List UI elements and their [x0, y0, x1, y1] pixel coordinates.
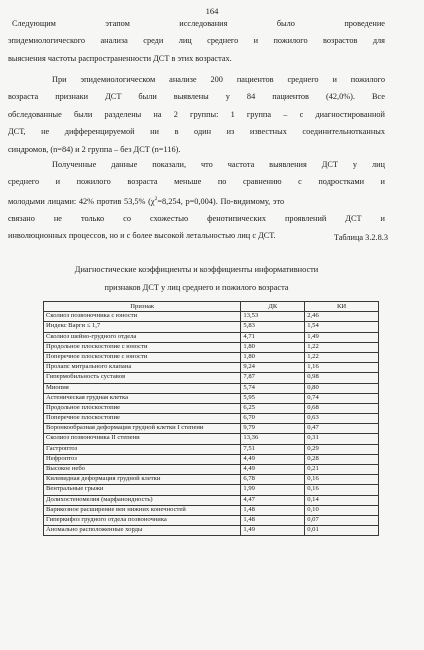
feature-cell: Сколиоз позвоночника II степени	[44, 434, 241, 444]
header-dk: ДК	[241, 302, 305, 312]
dk-cell: 1,80	[241, 342, 305, 352]
dk-cell: 7,87	[241, 373, 305, 383]
dk-cell: 1,99	[241, 485, 305, 495]
table-row	[44, 383, 379, 393]
ki-cell: 0,98	[305, 373, 379, 383]
table-row	[44, 393, 379, 403]
feature-cell: Поперечное плоскостопие	[44, 414, 241, 424]
feature-cell: Поперечное плоскостопие с юности	[44, 352, 241, 362]
dk-cell: 6,78	[241, 475, 305, 485]
paragraph-2	[8, 71, 385, 158]
text-line: среднего и пожилого возраста меньше по сравнению с подростками и	[8, 177, 385, 187]
dk-cell: 4,49	[241, 465, 305, 475]
table-row	[44, 352, 379, 362]
text-line: синдромов, (n=84) и 2 группа – без ДСТ (n=116).	[8, 144, 181, 154]
table-label: Таблица 3.2.8.3	[333, 233, 388, 242]
feature-cell: Гиперкифоз грудного отдела позвоночника	[44, 515, 241, 525]
table-row	[44, 322, 379, 332]
ki-cell: 1,54	[305, 322, 379, 332]
table-row	[44, 332, 379, 342]
table-row	[44, 373, 379, 383]
table-title-line-1: Диагностические коэффициенты и коэффициенты информативности	[74, 265, 319, 274]
text-line: выяснения частоты распространенности ДСТ в этих возрастах.	[8, 53, 232, 63]
dk-cell: 7,51	[241, 444, 305, 454]
table-row	[44, 414, 379, 424]
dk-cell: 9,24	[241, 363, 305, 373]
ki-cell: 0,68	[305, 403, 379, 413]
feature-cell: Миопия	[44, 383, 241, 393]
feature-cell: Пролапс митрального клапана	[44, 363, 241, 373]
dk-cell: 13,36	[241, 434, 305, 444]
dk-cell: 6,70	[241, 414, 305, 424]
feature-cell: Долихостеномелия (марфаноидность)	[44, 495, 241, 505]
text-line: связано не только со схожестью фенотипических проявлений ДСТ и	[8, 213, 385, 223]
table-title-line-2: признаков ДСТ у лиц среднего и пожилого возраста	[104, 283, 289, 292]
table-row	[44, 403, 379, 413]
text-line: Полученные данные показали, что частота выявления ДСТ у лиц	[52, 160, 385, 169]
feature-cell: Гастроптоз	[44, 444, 241, 454]
ki-cell: 2,46	[305, 312, 379, 322]
ki-cell: 1,22	[305, 342, 379, 352]
text-line: инволюционных процессов, но и с более высокой летальностью лиц с ДСТ.	[8, 231, 276, 241]
table-row	[44, 363, 379, 373]
ki-cell: 1,16	[305, 363, 379, 373]
ki-cell: 1,22	[305, 352, 379, 362]
dk-cell: 9,79	[241, 424, 305, 434]
dk-cell: 1,48	[241, 515, 305, 525]
ki-cell: 0,63	[305, 414, 379, 424]
paragraph-3	[8, 156, 385, 245]
dk-cell: 4,71	[241, 332, 305, 342]
ki-cell: 0,01	[305, 526, 379, 536]
table-row	[44, 342, 379, 352]
feature-cell: Аномально расположенные хорды	[44, 526, 241, 536]
table-header-row	[44, 302, 379, 312]
text-line: Следующим этапом исследования было проведение	[12, 19, 385, 28]
feature-cell: Вентральные грыжи	[44, 485, 241, 495]
dk-cell: 5,83	[241, 322, 305, 332]
feature-cell: Сколиоз позвоночника с юности	[44, 312, 241, 322]
feature-cell: Воронкообразная деформация грудной клетки I степени	[44, 424, 241, 434]
ki-cell: 0,29	[305, 444, 379, 454]
ki-cell: 0,74	[305, 393, 379, 403]
ki-cell: 0,14	[305, 495, 379, 505]
dk-cell: 4,49	[241, 454, 305, 464]
dk-cell: 13,53	[241, 312, 305, 322]
ki-cell: 0,16	[305, 485, 379, 495]
page-number: 164	[205, 6, 219, 16]
dk-cell: 1,80	[241, 352, 305, 362]
ki-cell: 0,10	[305, 505, 379, 515]
dk-cell: 1,49	[241, 526, 305, 536]
feature-cell: Высокое небо	[44, 465, 241, 475]
text-line: При эпидемиологическом анализе 200 пациентов среднего и пожилого	[52, 75, 385, 84]
superscript: 2	[154, 195, 158, 202]
table-row	[44, 515, 379, 525]
dk-cell: 5,95	[241, 393, 305, 403]
table-row	[44, 434, 379, 444]
feature-cell: Продольное плоскостопие	[44, 403, 241, 413]
text-line	[8, 191, 385, 210]
feature-cell: Нефроптоз	[44, 454, 241, 464]
text-line: возраста признаки ДСТ были выявлены у 84 пациентов (42,0%). Все	[8, 92, 385, 102]
dk-cell: 4,47	[241, 495, 305, 505]
coefficients-table	[43, 301, 379, 536]
feature-cell: Варикозное расширение вен нижних конечностей	[44, 505, 241, 515]
feature-cell: Гипермобильность суставов	[44, 373, 241, 383]
dk-cell: 5,74	[241, 383, 305, 393]
feature-cell: Индекс Варги ≤ 1,7	[44, 322, 241, 332]
table-row	[44, 424, 379, 434]
paragraph-1	[8, 15, 385, 67]
feature-cell: Сколиоз шейно-грудного отдела	[44, 332, 241, 342]
feature-cell: Астеническая грудная клетка	[44, 393, 241, 403]
feature-cell: Продольное плоскостопие с юности	[44, 342, 241, 352]
text-line: обследованные были разделены на 2 группы: 1 группа – с диагностированной	[8, 109, 385, 119]
text-line: ДСТ, не дифференцируемой ни в один из известных соединительнотканных	[8, 127, 385, 137]
table-row	[44, 485, 379, 495]
ki-cell: 0,28	[305, 454, 379, 464]
header-feature: Признак	[44, 302, 241, 312]
ki-cell: 0,16	[305, 475, 379, 485]
table-row	[44, 444, 379, 454]
ki-cell: 0,21	[305, 465, 379, 475]
ki-cell: 0,31	[305, 434, 379, 444]
ki-cell: 0,07	[305, 515, 379, 525]
table-row	[44, 454, 379, 464]
table-row	[44, 465, 379, 475]
ki-cell: 0,80	[305, 383, 379, 393]
table-row	[44, 526, 379, 536]
ki-cell: 0,47	[305, 424, 379, 434]
ki-cell: 1,49	[305, 332, 379, 342]
table-row	[44, 475, 379, 485]
header-ki: КИ	[305, 302, 379, 312]
text-line: эпидемиологического анализа среди лиц среднего и пожилого возрастов для	[8, 36, 385, 46]
table-row	[44, 505, 379, 515]
text-fragment: =8,254, p=0,004). По-видимому, это	[157, 196, 285, 206]
table-row	[44, 495, 379, 505]
feature-cell: Килевидная деформация грудной клетки	[44, 475, 241, 485]
table-row	[44, 312, 379, 322]
dk-cell: 6,25	[241, 403, 305, 413]
dk-cell: 1,48	[241, 505, 305, 515]
text-fragment: молодыми лицами: 42% против 53,5% (χ	[8, 196, 155, 206]
